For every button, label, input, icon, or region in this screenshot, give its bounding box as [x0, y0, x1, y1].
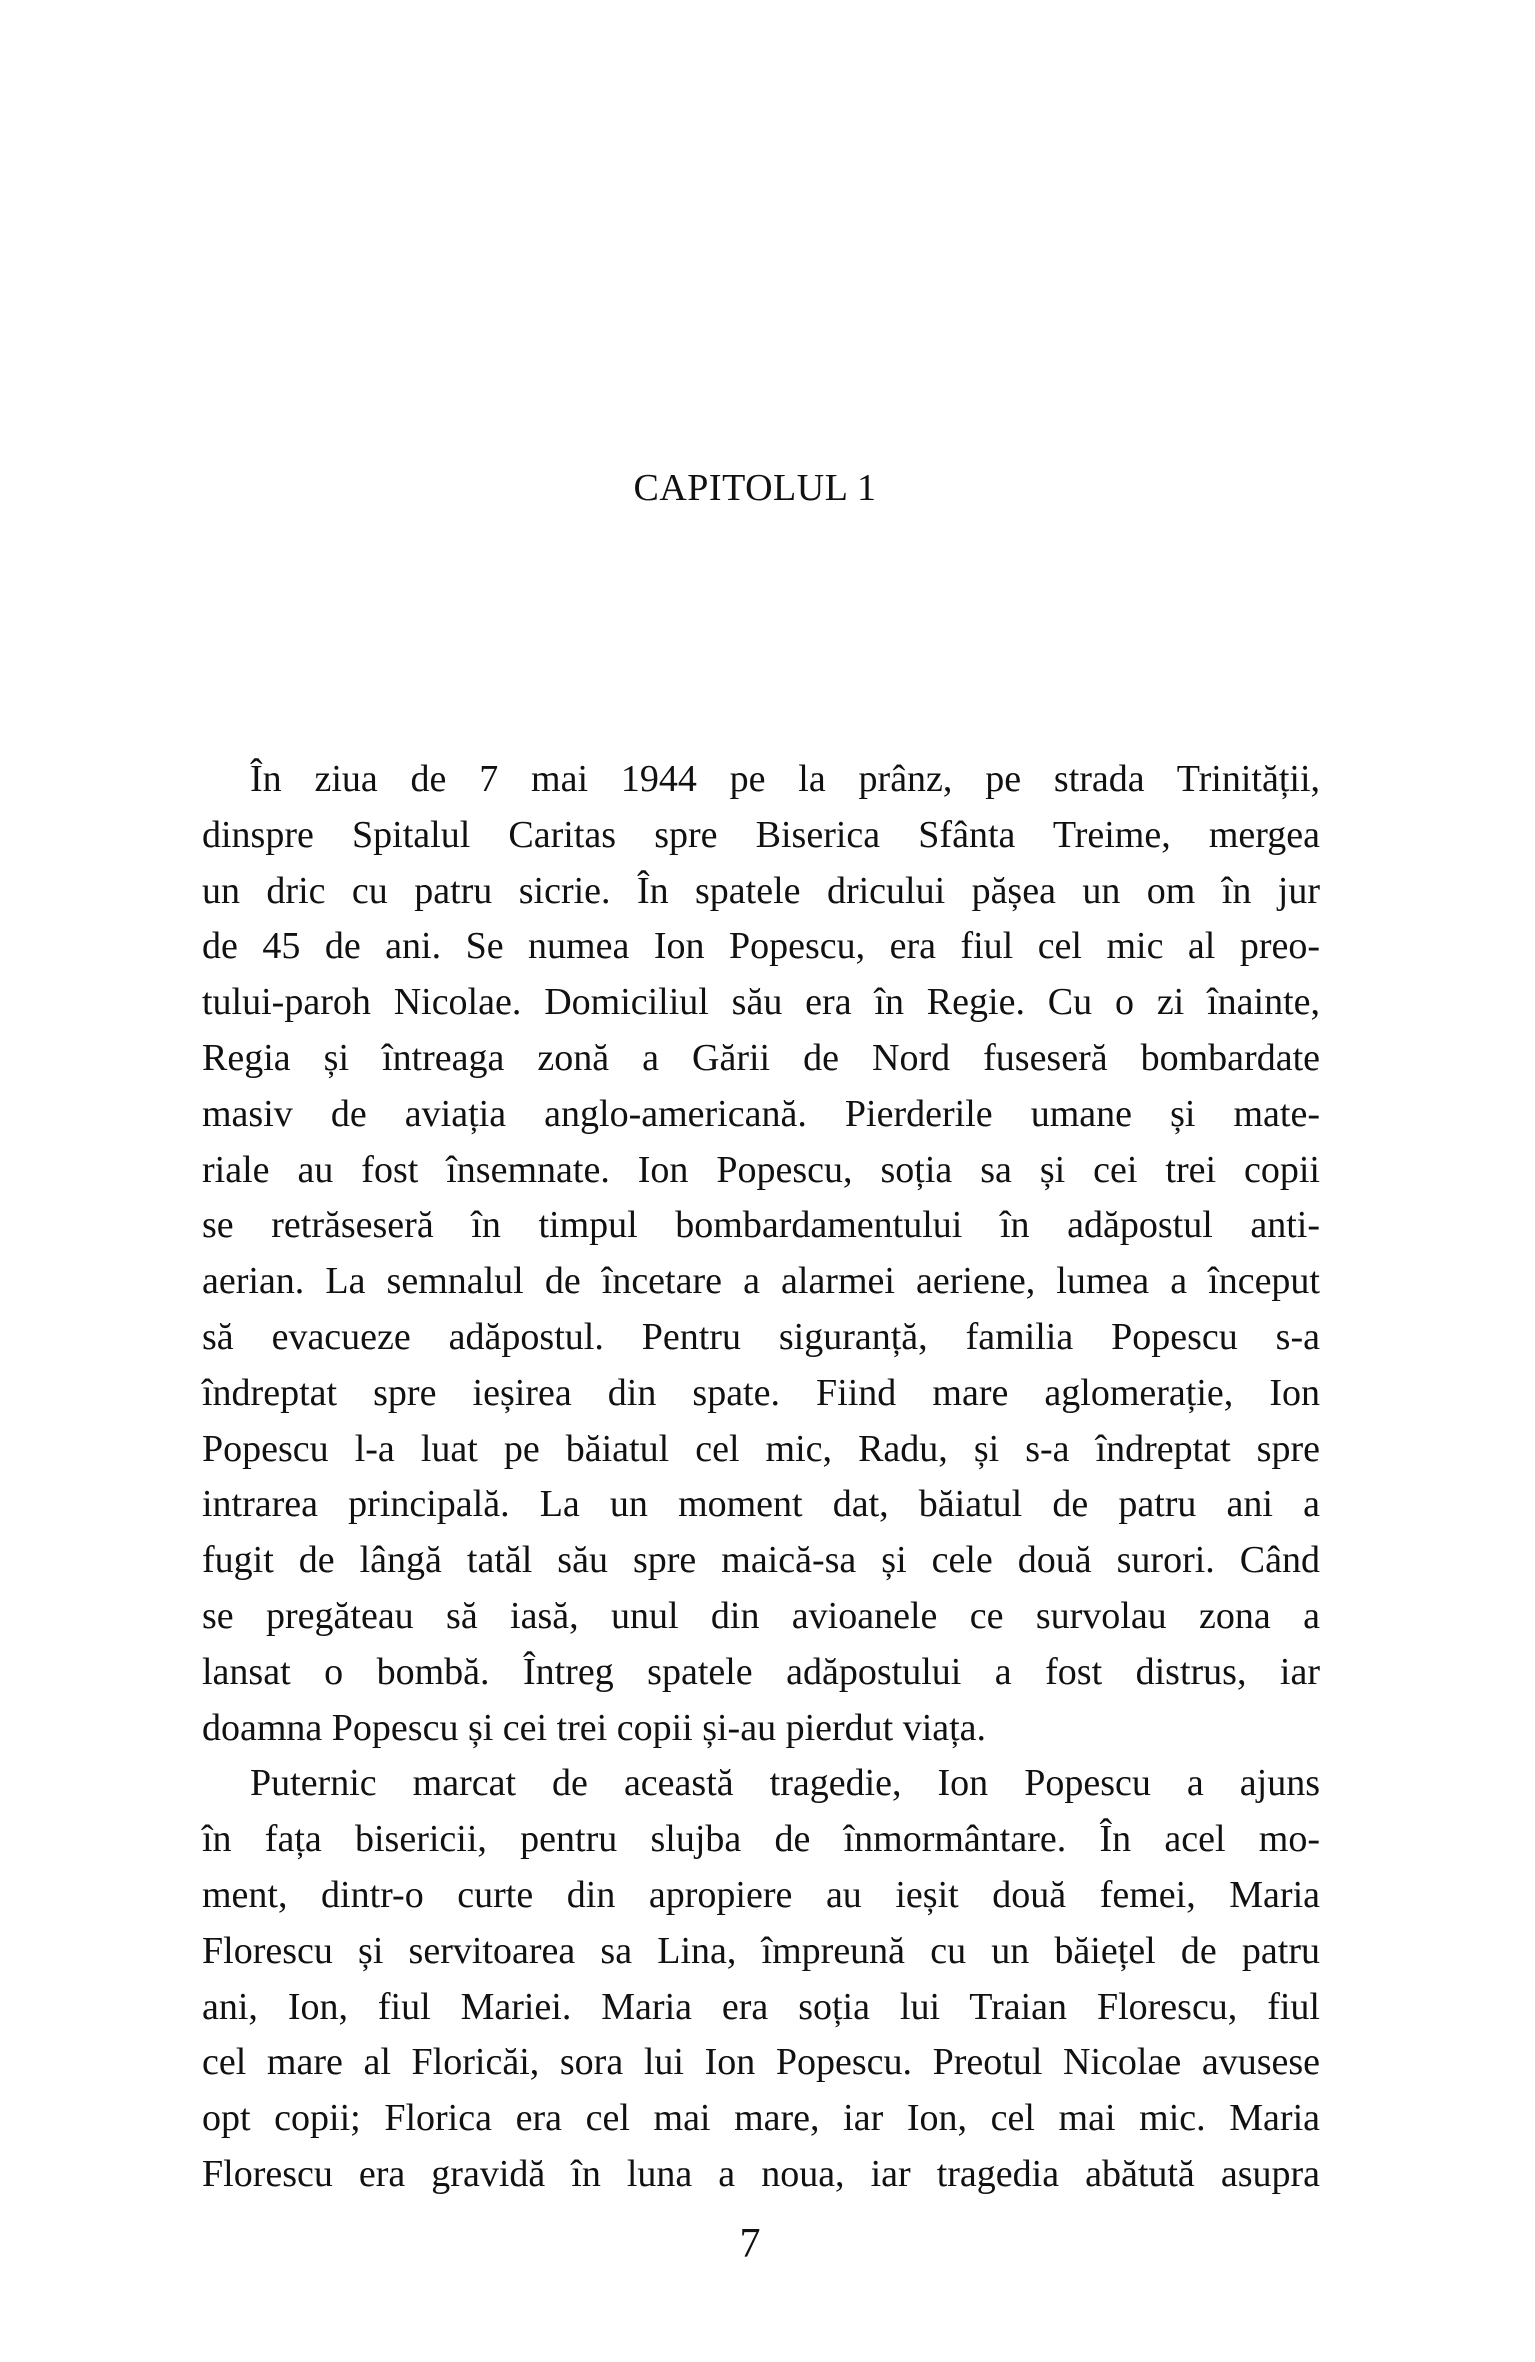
text-line: În ziua de 7 mai 1944 pe la prânz, pe strada Trinității,: [250, 758, 1320, 800]
text-line: Florescu era gravidă în luna a noua, iar tragedia abătută asupra: [202, 2152, 1320, 2195]
body-text: [202, 752, 1320, 2203]
text-line: un dric cu patru sicrie. În spatele dricului pășea un om în jur: [202, 869, 1320, 912]
text-line: aerian. La semnalul de încetare a alarmei aeriene, lumea a început: [202, 1260, 1320, 1303]
text-line: riale au fost însemnate. Ion Popescu, soția sa și cei trei copii: [202, 1148, 1320, 1191]
text-line: intrarea principală. La un moment dat, băiatul de patru ani a: [202, 1483, 1320, 1526]
text-line: fugit de lângă tatăl său spre maică-sa și cele două surori. Când: [202, 1539, 1320, 1582]
text-line: opt copii; Florica era cel mai mare, iar Ion, cel mai mic. Maria: [202, 2097, 1320, 2140]
text-line: ment, dintr-o curte din apropiere au ieșit două femei, Maria: [202, 1873, 1320, 1916]
text-line: să evacueze adăpostul. Pentru siguranță, familia Popescu s-a: [202, 1315, 1320, 1358]
paragraph: [202, 752, 1320, 1756]
text-line: doamna Popescu și cei trei copii și-au pierdut viața.: [202, 1706, 987, 1749]
text-line: Puternic marcat de această tragedie, Ion Popescu a ajuns: [250, 1762, 1320, 1805]
text-line: ani, Ion, fiul Mariei. Maria era soția lui Traian Florescu, fiul: [202, 1985, 1320, 2028]
page-number: 7: [739, 2221, 761, 2267]
text-line: se pregăteau să iasă, unul din avioanele ce survolau zona a: [202, 1594, 1320, 1637]
text-line: masiv de aviația anglo-americană. Pierderile umane și mate-: [202, 1092, 1320, 1135]
text-line: Florescu și servitoarea sa Lina, împreună cu un băiețel de patru: [202, 1929, 1320, 1972]
text-line: tului-paroh Nicolae. Domiciliul său era în Regie. Cu o zi înainte,: [202, 981, 1320, 1024]
text-line: Regia și întreaga zonă a Gării de Nord fuseseră bombardate: [202, 1036, 1320, 1079]
text-line: în fața bisericii, pentru slujba de înmormântare. În acel mo-: [202, 1818, 1320, 1861]
text-line: de 45 de ani. Se numea Ion Popescu, era fiul cel mic al preo-: [202, 925, 1320, 968]
text-line: îndreptat spre ieșirea din spate. Fiind mare aglomerație, Ion: [202, 1371, 1320, 1414]
text-line: Popescu l-a luat pe băiatul cel mic, Radu, și s-a îndreptat spre: [202, 1427, 1320, 1470]
chapter-title: CAPITOLUL 1: [633, 467, 877, 509]
text-line: lansat o bombă. Întreg spatele adăpostului a fost distrus, iar: [202, 1650, 1320, 1693]
text-line: se retrăseseră în timpul bombardamentului în adăpostul anti-: [202, 1204, 1320, 1247]
paragraph: [202, 1756, 1320, 2202]
text-line: dinspre Spitalul Caritas spre Biserica Sfânta Treime, mergea: [202, 813, 1320, 856]
text-line: cel mare al Floricăi, sora lui Ion Popescu. Preotul Nicolae avusese: [202, 2041, 1320, 2084]
